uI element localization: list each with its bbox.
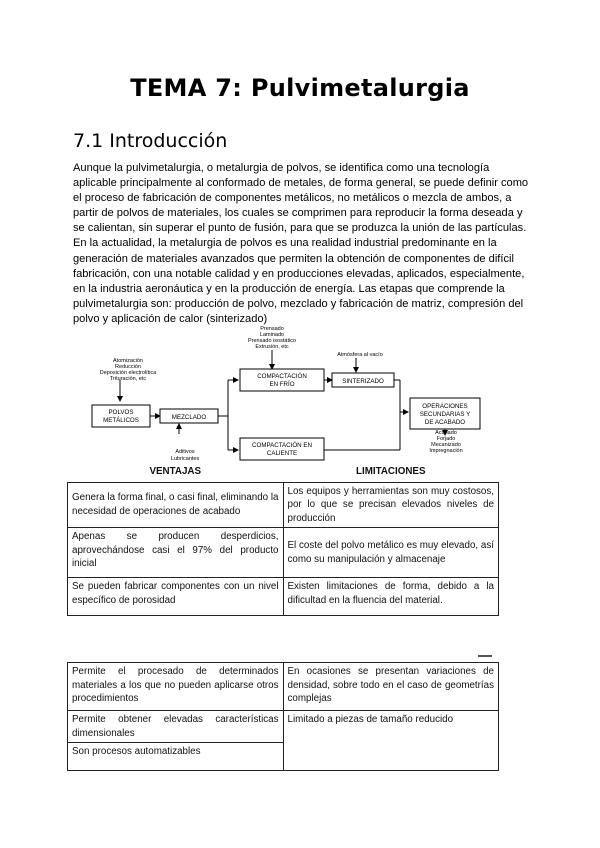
paragraph-line: se calientan, sin superar el punto de fusión, para que se produzca la unión de las partículas.: [73, 222, 527, 235]
paragraph-line: partir de polvos de materiales, los cuales se comprimen para reproducir la forma deseada y: [73, 207, 523, 220]
table-cell: Permite obtener elevadas características dimensionales: [68, 711, 284, 743]
note-text: Deposición electrolítica: [99, 370, 157, 376]
paragraph-line: polvo y aplicación de calor (sinterizado): [73, 312, 268, 325]
table-row: [68, 578, 499, 616]
additive-text: Lubricantes: [170, 456, 200, 462]
page-title: TEMA 7: Pulvimetalurgia: [130, 74, 470, 102]
final-note-text: Acuñado: [435, 430, 457, 436]
cold-label: COMPACTACIÓN: [257, 373, 307, 380]
table-cell: Son procesos automatizables: [68, 743, 284, 771]
paragraph-line: pulvimetalurgia son: producción de polvo, mezclado y fabricación de matriz, compresión del: [73, 297, 524, 310]
final-label: DE ACABADO: [424, 419, 466, 426]
hot-label: CALIENTE: [266, 450, 298, 457]
table-cell: Genera la forma final, o casi final, eliminando la necesidad de operaciones de acabado: [68, 482, 284, 528]
header-limitaciones: LIMITACIONES: [283, 462, 499, 482]
final-note-text: Impregnación: [429, 448, 463, 454]
paragraph-line: aplicable principalmente al conformado de metales, de forma general, se puede definir como: [73, 177, 529, 190]
header-ventajas: VENTAJAS: [68, 462, 284, 482]
note-text: Atomización: [113, 358, 143, 364]
table-cell: Se pueden fabricar componentes con un nivel específico de porosidad: [68, 578, 284, 616]
paragraph-line: el proceso de fabricación de componentes metálicos, no metálicos o mezcla de ambos, a: [73, 192, 512, 205]
sinter-label: SINTERIZADO: [342, 378, 384, 385]
final-label: SECUNDARIAS Y: [419, 411, 471, 418]
intro-paragraph: [73, 161, 529, 327]
table-row: [68, 663, 499, 711]
divider-mark: [478, 655, 492, 657]
section-heading: 7.1 Introducción: [73, 130, 228, 152]
cold-note-text: Prensado isostático: [248, 338, 296, 344]
table-cell: En ocasiones se presentan variaciones de densidad, sobre todo en el caso de geometrías complejas: [283, 663, 499, 711]
paragraph-line: fabricación, con una notable calidad y en producciones elevadas, aplicados, especialmente,: [73, 267, 525, 280]
table-cell: Existen limitaciones de forma, debido a la dificultad en la fluencia del material.: [283, 578, 499, 616]
table-row: [68, 711, 499, 743]
cold-note-text: Prensado: [260, 326, 284, 332]
process-diagram: [88, 322, 508, 462]
hot-label: COMPACTACIÓN EN: [252, 442, 312, 449]
final-note-text: Mecanizado: [431, 442, 461, 448]
table-cell: Apenas se producen desperdicios, aprovechándose casi el 97% del producto inicial: [68, 528, 284, 578]
cold-label: EN FRÍO: [269, 381, 295, 388]
final-label: OPERACIONES: [422, 403, 468, 410]
paragraph-line: en la industria aeronáutica y en la producción de energía. Las etapas que comprende la: [73, 282, 505, 295]
advantages-limitations-table: [67, 462, 499, 616]
table-row: [68, 528, 499, 578]
final-note-text: Forjado: [436, 436, 456, 442]
table-cell: Permite el procesado de determinados materiales a los que no pueden aplicarse otros procedimientos: [68, 663, 284, 711]
cold-note-text: Laminado: [259, 332, 285, 338]
paragraph-line: En la actualidad, la metalurgia de polvos es una realidad industrial predominante en la: [73, 237, 497, 250]
cold-note-text: Extrusión, etc: [255, 344, 289, 350]
note-text: Trituración, etc: [109, 376, 147, 382]
note-text: Reducción: [115, 364, 141, 370]
table-cell: Los equipos y herramientas son muy costosos, por lo que se precisan elevados niveles de producción: [283, 482, 499, 528]
polvos-label: POLVOS: [108, 409, 134, 416]
advantages-limitations-table-continued: [67, 662, 499, 771]
polvos-label: METÁLICOS: [103, 417, 139, 424]
table-cell: El coste del polvo metálico es muy elevado, así como su manipulación y almacenaje: [283, 528, 499, 578]
additive-text: Aditivos: [175, 449, 195, 455]
mezclado-label: MEZCLADO: [171, 414, 207, 421]
table-cell: Limitado a piezas de tamaño reducido: [283, 711, 499, 771]
atmosphere-text: Atmósfera al vacío: [337, 352, 383, 358]
paragraph-line: generación de materiales avanzados que permiten la obtención de componentes de difícil: [73, 252, 514, 265]
table-header-row: [68, 462, 499, 482]
paragraph-line: Aunque la pulvimetalurgia, o metalurgia de polvos, se identifica como una tecnología: [73, 162, 490, 174]
table-row: [68, 482, 499, 528]
